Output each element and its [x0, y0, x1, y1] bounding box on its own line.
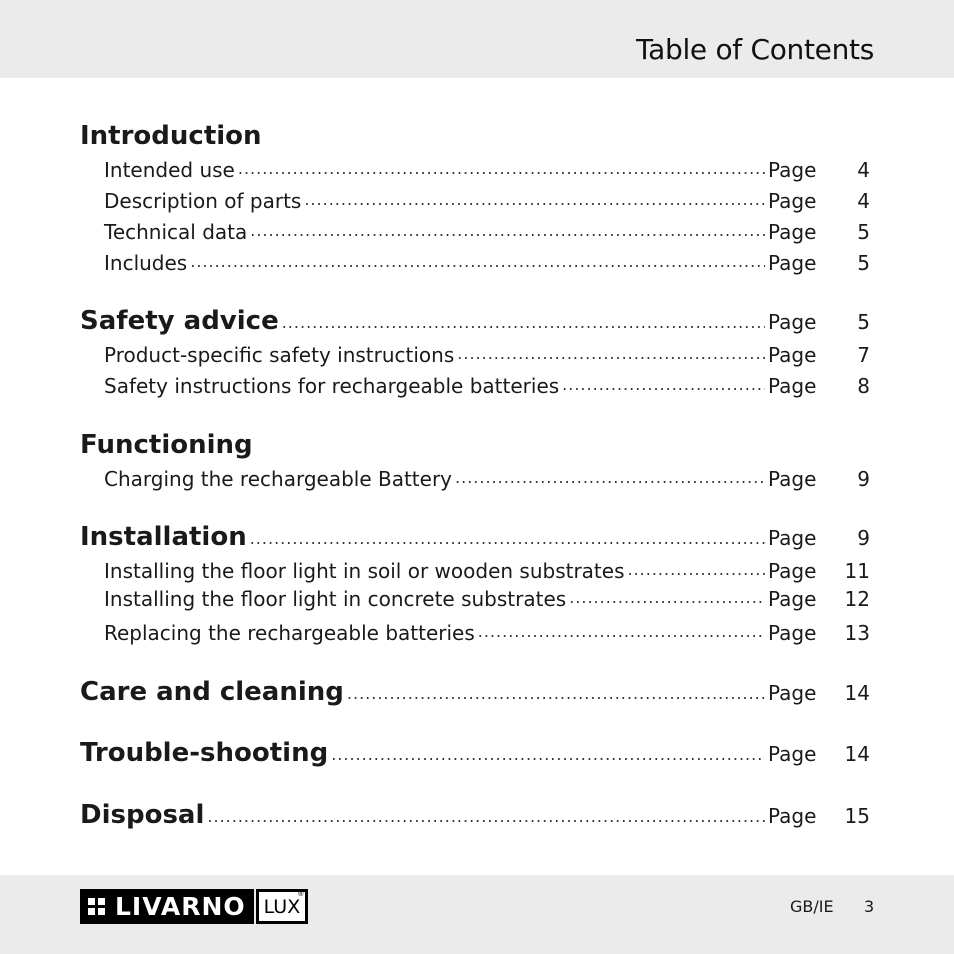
page-number: 15	[844, 804, 870, 828]
section-heading-introduction: Introduction	[80, 121, 262, 151]
leader-dots	[304, 190, 765, 209]
section-heading-disposal: Disposal	[80, 800, 205, 830]
page-word: Page	[768, 587, 817, 611]
logo-squares-icon	[88, 898, 105, 915]
leader-dots	[331, 745, 765, 764]
leader-dots	[478, 622, 765, 641]
page-number: 9	[857, 526, 870, 550]
leader-dots	[282, 313, 765, 332]
page-word: Page	[768, 343, 817, 367]
page-word: Page	[768, 158, 817, 182]
toc-entry-label: Technical data	[104, 220, 248, 244]
toc-entry[interactable]	[104, 587, 870, 611]
section-heading-functioning: Functioning	[80, 430, 253, 460]
toc-entry[interactable]	[104, 158, 870, 182]
page-word: Page	[768, 310, 817, 334]
leader-dots	[569, 588, 765, 607]
page-number: 4	[857, 189, 870, 213]
leader-dots	[347, 684, 765, 703]
leader-dots	[457, 344, 765, 363]
page-word: Page	[768, 804, 817, 828]
toc-entry[interactable]	[104, 251, 870, 275]
logo-main-block	[80, 889, 254, 924]
page-number: 14	[844, 681, 870, 705]
page-number: 14	[844, 742, 870, 766]
page-word: Page	[768, 681, 817, 705]
toc-section-installation[interactable]	[80, 522, 870, 552]
toc-entry-label: Safety instructions for rechargeable batteries	[104, 374, 560, 398]
section-heading-safety: Safety advice	[80, 306, 279, 336]
toc-entry[interactable]	[104, 220, 870, 244]
leader-dots	[207, 807, 765, 826]
livarno-lux-logo	[80, 889, 308, 924]
page-word: Page	[768, 559, 817, 583]
toc-entry-label: Installing the floor light in concrete substrates	[104, 587, 567, 611]
toc-entry-label: Description of parts	[104, 189, 302, 213]
leader-dots	[250, 529, 765, 548]
toc-entry[interactable]	[104, 467, 870, 491]
toc-entry[interactable]	[104, 343, 870, 367]
toc-entry-label: Product-specific safety instructions	[104, 343, 455, 367]
section-heading-installation: Installation	[80, 522, 247, 552]
page-word: Page	[768, 526, 817, 550]
page-word: Page	[768, 621, 817, 645]
toc-entry-label: Replacing the rechargeable batteries	[104, 621, 475, 645]
leader-dots	[562, 375, 765, 394]
page-word: Page	[768, 251, 817, 275]
page-word: Page	[768, 742, 817, 766]
toc-entry[interactable]	[104, 189, 870, 213]
toc-section-disposal[interactable]	[80, 800, 870, 830]
page-number: 4	[857, 158, 870, 182]
toc-entry-label: Intended use	[104, 158, 235, 182]
page-number: 5	[857, 220, 870, 244]
toc-entry-label: Installing the floor light in soil or wooden substrates	[104, 559, 625, 583]
page-number: 5	[857, 251, 870, 275]
logo-text: LIVARNO	[115, 892, 246, 921]
page-number: 12	[844, 587, 870, 611]
page-word: Page	[768, 374, 817, 398]
page-number: 13	[844, 621, 870, 645]
page-number: 8	[857, 374, 870, 398]
page-word: Page	[768, 467, 817, 491]
leader-dots	[250, 221, 765, 240]
page-number-footer: 3	[864, 897, 875, 916]
toc-entry[interactable]	[104, 621, 870, 645]
toc-section-care[interactable]	[80, 677, 870, 707]
toc-entry[interactable]	[104, 559, 870, 583]
page-word: Page	[768, 189, 817, 213]
toc-entry[interactable]	[104, 374, 870, 398]
page-number: 9	[857, 467, 870, 491]
section-heading-trouble: Trouble-shooting	[80, 738, 329, 768]
page-number: 11	[844, 559, 870, 583]
page-word: Page	[768, 220, 817, 244]
toc-entry-label: Includes	[104, 251, 188, 275]
page-number: 5	[857, 310, 870, 334]
leader-dots	[628, 560, 766, 579]
toc-section-safety[interactable]	[80, 306, 870, 336]
page-title: Table of Contents	[635, 33, 874, 66]
page-number: 7	[857, 343, 870, 367]
toc-entry-label: Charging the rechargeable Battery	[104, 467, 453, 491]
toc-section-trouble[interactable]	[80, 738, 870, 768]
leader-dots	[238, 159, 765, 178]
section-heading-care: Care and cleaning	[80, 677, 344, 707]
logo-sub-block	[256, 889, 309, 924]
leader-dots	[190, 252, 765, 271]
language-code: GB/IE	[790, 897, 834, 916]
logo-sub-text: LUX	[263, 895, 301, 918]
registered-mark: ®	[297, 890, 305, 898]
leader-dots	[455, 468, 765, 487]
